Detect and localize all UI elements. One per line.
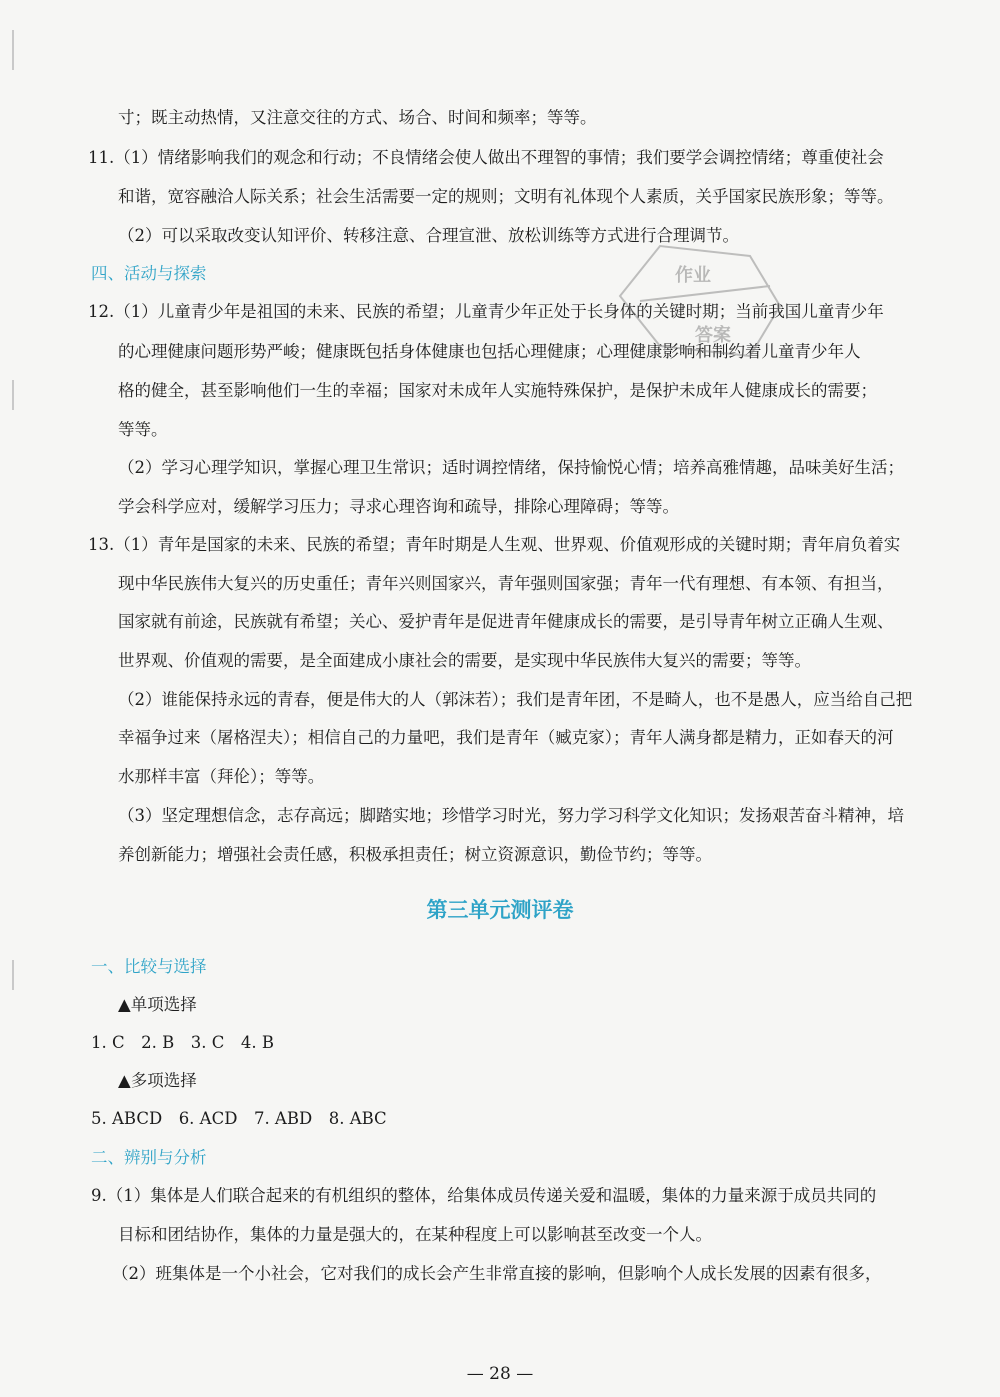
text-line: 养创新能力；增强社会责任感，积极承担责任；树立资源意识，勤俭节约；等等。 [118,845,712,864]
text-line: 13.（1）青年是国家的未来、民族的希望；青年时期是人生观、世界观、价值观形成的关键时期；青年肩负着实 [88,535,901,554]
subsection-label: ▲单项选择 [118,995,197,1014]
section-heading: 四、活动与探索 [91,264,207,283]
text-line: 格的健全，甚至影响他们一生的幸福；国家对未成年人实施特殊保护，是保护未成年人健康成长的需要； [118,381,877,400]
answer-line: 5. ABCD 6. ACD 7. ABD 8. ABC [91,1109,387,1128]
text-line: 等等。 [118,420,168,439]
section-heading: 一、比较与选择 [91,957,207,976]
watermark-stamp [600,226,800,376]
text-line: 11.（1）情绪影响我们的观念和行动；不良情绪会使人做出不理智的事情；我们要学会调控情绪；尊重使社会 [88,148,884,167]
text-line: 世界观、价值观的需要，是全面建成小康社会的需要，是实现中华民族伟大复兴的需要；等等。 [118,651,811,670]
text-line: 水那样丰富（拜伦）；等等。 [118,767,325,786]
scan-edge-mark [12,380,14,410]
text-line: 幸福争过来（屠格涅夫）；相信自己的力量吧，我们是青年（臧克家）；青年人满身都是精力，正如春天的河 [118,728,894,747]
section-heading: 二、辨别与分析 [91,1148,207,1167]
text-line: （2）班集体是一个小社会，它对我们的成长会产生非常直接的影响，但影响个人成长发展的因素有很多， [112,1264,882,1283]
page-number: — 28 — [466,1364,534,1384]
scan-edge-mark [12,30,14,70]
text-line: （2）可以采取改变认知评价、转移注意、合理宣泄、放松训练等方式进行合理调节。 [118,226,739,245]
text-line: （2）学习心理学知识，掌握心理卫生常识；适时调控情绪，保持愉悦心情；培养高雅情趣，品味美好生活； [118,458,904,477]
stamp-bottom-text: 答案 [695,325,731,346]
subsection-label: ▲多项选择 [118,1071,197,1090]
text-line: （3）坚定理想信念，志存高远；脚踏实地；珍惜学习时光，努力学习科学文化知识；发扬艰苦奋斗精神，培 [118,806,904,825]
text-line: 现中华民族伟大复兴的历史重任；青年兴则国家兴，青年强则国家强；青年一代有理想、有本领、有担当， [118,574,894,593]
scan-edge-mark [12,960,14,990]
text-line: 学会科学应对，缓解学习压力；寻求心理咨询和疏导，排除心理障碍；等等。 [118,497,679,516]
text-line: 寸；既主动热情，又注意交往的方式、场合、时间和频率；等等。 [118,108,597,127]
text-line: 9.（1）集体是人们联合起来的有机组织的整体，给集体成员传递关爱和温暖，集体的力量来源于成员共同的 [91,1186,877,1205]
answer-line: 1. C 2. B 3. C 4. B [91,1033,274,1052]
text-line: 和谐，宽容融洽人际关系；社会生活需要一定的规则；文明有礼体现个人素质，关乎国家民族形象；等等。 [118,187,894,206]
text-line: （2）谁能保持永远的青春，便是伟大的人（郭沫若）；我们是青年团，不是畸人，也不是愚人，应当给自己把 [118,690,913,709]
text-line: 的心理健康问题形势严峻；健康既包括身体健康也包括心理健康；心理健康影响和制约着儿童青少年人 [118,342,861,361]
stamp-top-text: 作业 [675,265,711,286]
text-line: 12.（1）儿童青少年是祖国的未来、民族的希望；儿童青少年正处于长身体的关键时期；当前我国儿童青少年 [88,302,884,321]
unit-title: 第三单元测评卷 [426,898,574,922]
text-line: 目标和团结协作，集体的力量是强大的，在某种程度上可以影响甚至改变一个人。 [118,1225,712,1244]
text-line: 国家就有前途，民族就有希望；关心、爱护青年是促进青年健康成长的需要，是引导青年树立正确人生观、 [118,612,894,631]
